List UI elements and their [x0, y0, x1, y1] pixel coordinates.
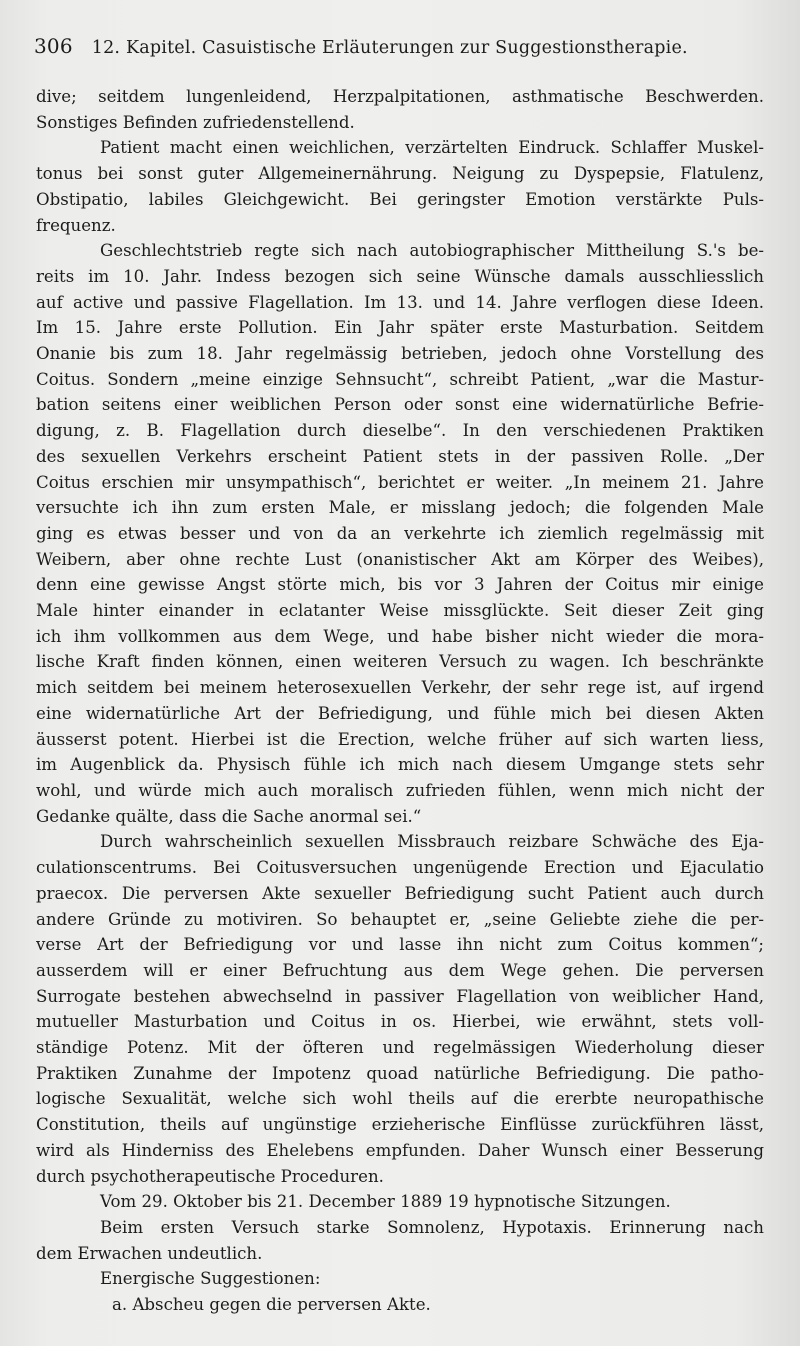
text-line: Weibern, aber ohne rechte Lust (onanistischer Akt am Körper des Weibes),: [36, 549, 764, 569]
text-line: äusserst potent. Hierbei ist die Erection, welche früher auf sich warten liess,: [36, 729, 764, 749]
text-line: versuchte ich ihn zum ersten Male, er misslang jedoch; die folgenden Male: [36, 498, 764, 518]
text-line: Geschlechtstrieb regte sich nach autobiographischer Mittheilung S.'s be-: [100, 241, 764, 261]
text-line: lische Kraft finden können, einen weiteren Versuch zu wagen. Ich beschränkte: [36, 652, 764, 672]
text-line: verse Art der Befriedigung vor und lasse ihn nicht zum Coitus kommen“;: [36, 935, 764, 955]
text-line: auf active und passive Flagellation. Im 13. und 14. Jahre verflogen diese Ideen.: [36, 292, 764, 312]
text-line: Coitus. Sondern „meine einzige Sehnsucht“, schreibt Patient, „war die Mastur-: [36, 369, 764, 389]
text-line: Gedanke quälte, dass die Sache anormal sei.“: [36, 806, 422, 826]
text-line: reits im 10. Jahr. Indess bezogen sich seine Wünsche damals ausschliesslich: [36, 266, 764, 286]
text-line: wird als Hinderniss des Ehelebens empfunden. Daher Wunsch einer Besserung: [36, 1140, 764, 1160]
text-line: Patient macht einen weichlichen, verzärtelten Eindruck. Schlaffer Muskel-: [100, 138, 764, 158]
text-line: logische Sexualität, welche sich wohl theils auf die ererbte neuropathische: [36, 1089, 764, 1109]
text-line: frequenz.: [36, 215, 116, 235]
text-line: a. Abscheu gegen die perversen Akte.: [112, 1295, 431, 1315]
text-line: Male hinter einander in eclatanter Weise missglückte. Seit dieser Zeit ging: [36, 601, 764, 621]
text-line: Constitution, theils auf ungünstige erzieherische Einflüsse zurückführen lässt,: [36, 1115, 764, 1135]
text-line: dive; seitdem lungenleidend, Herzpalpitationen, asthmatische Beschwerden.: [36, 87, 764, 106]
text-line: ständige Potenz. Mit der öfteren und regelmässigen Wiederholung dieser: [36, 1038, 764, 1058]
text-line: Beim ersten Versuch starke Somnolenz, Hypotaxis. Erinnerung nach: [100, 1217, 764, 1237]
text-line: ausserdem will er einer Befruchtung aus dem Wege gehen. Die perversen: [36, 960, 764, 980]
text-line: wohl, und würde mich auch moralisch zufrieden fühlen, wenn mich nicht der: [36, 780, 764, 800]
text-line: im Augenblick da. Physisch fühle ich mich nach diesem Umgange stets sehr: [36, 755, 764, 775]
page-number: 306: [34, 34, 73, 58]
text-line: Obstipatio, labiles Gleichgewicht. Bei geringster Emotion verstärkte Puls-: [36, 189, 764, 209]
body-text: [36, 84, 764, 1318]
text-line: durch psychotherapeutische Proceduren.: [36, 1166, 384, 1186]
text-line: dem Erwachen undeutlich.: [36, 1243, 263, 1263]
text-line: praecox. Die perversen Akte sexueller Befriedigung sucht Patient auch durch: [36, 883, 764, 903]
text-line: Vom 29. Oktober bis 21. December 1889 19 hypnotische Sitzungen.: [100, 1192, 671, 1212]
running-header: [34, 34, 764, 58]
text-line: des sexuellen Verkehrs erscheint Patient stets in der passiven Rolle. „Der: [36, 446, 764, 466]
text-line: Sonstiges Befinden zufriedenstellend.: [36, 112, 355, 132]
text-line: digung, z. B. Flagellation durch dieselbe“. In den verschiedenen Praktiken: [36, 421, 764, 441]
text-line: culationscentrums. Bei Coitusversuchen ungenügende Erection und Ejaculatio: [36, 858, 764, 878]
text-line: mutueller Masturbation und Coitus in os. Hierbei, wie erwähnt, stets voll-: [36, 1012, 764, 1032]
text-line: ging es etwas besser und von da an verkehrte ich ziemlich regelmässig mit: [36, 523, 764, 543]
running-title: 12. Kapitel. Casuistische Erläuterungen zur Suggestionstherapie.: [91, 38, 688, 58]
text-line: eine widernatürliche Art der Befriedigung, und fühle mich bei diesen Akten: [36, 703, 764, 723]
text-line: Energische Suggestionen:: [100, 1269, 321, 1289]
text-line: ich ihm vollkommen aus dem Wege, und habe bisher nicht wieder die mora-: [36, 626, 764, 646]
text-line: Durch wahrscheinlich sexuellen Missbrauch reizbare Schwäche des Eja-: [100, 832, 764, 852]
text-line: Im 15. Jahre erste Pollution. Ein Jahr später erste Masturbation. Seitdem: [36, 318, 764, 338]
text-line: Onanie bis zum 18. Jahr regelmässig betrieben, jedoch ohne Vorstellung des: [36, 344, 764, 364]
text-line: bation seitens einer weiblichen Person oder sonst eine widernatürliche Befrie-: [36, 395, 764, 415]
text-line: Surrogate bestehen abwechselnd in passiver Flagellation von weiblicher Hand,: [36, 986, 764, 1006]
text-line: Praktiken Zunahme der Impotenz quoad natürliche Befriedigung. Die patho-: [36, 1063, 764, 1083]
text-line: andere Gründe zu motiviren. So behauptet er, „seine Geliebte ziehe die per-: [36, 909, 764, 929]
text-line: Coitus erschien mir unsympathisch“, berichtet er weiter. „In meinem 21. Jahre: [36, 472, 764, 492]
text-line: mich seitdem bei meinem heterosexuellen Verkehr, der sehr rege ist, auf irgend: [36, 678, 764, 698]
text-line: denn eine gewisse Angst störte mich, bis vor 3 Jahren der Coitus mir einige: [36, 575, 764, 595]
text-line: tonus bei sonst guter Allgemeinernährung. Neigung zu Dyspepsie, Flatulenz,: [36, 164, 764, 184]
